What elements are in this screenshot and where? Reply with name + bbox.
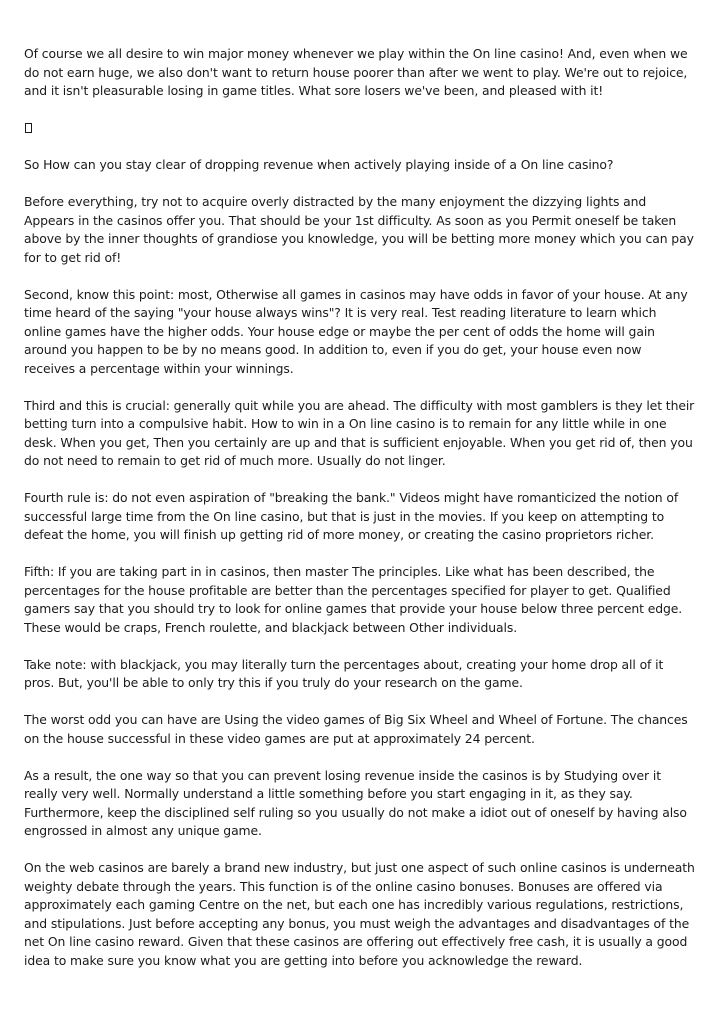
paragraph-8: Take note: with blackjack, you may literally turn the percentages about, creating your home drop all of it pros. But, you'll be able to only try this if you truly do your research on the game. <box>24 656 664 690</box>
paragraph-5: Third and this is crucial: generally quit while you are ahead. The difficulty with most gamblers is they let their betting turn into a compulsive habit. How to win in a On line casino is to remain for any little while in one desk. When you get, Then you certainly are up and that is sufficient enjoyable. When you get rid of, then you do not need to remain to get rid of much more. Usually do not linger. <box>24 397 695 468</box>
paragraph-1: Of course we all desire to win major money whenever we play within the On line casino! And, even when we do not earn huge, we also don't want to return house poorer than after we went to play. We're out to rejoice, and it isn't pleasurable losing in game titles. What sore losers we've been, and pleased with it! <box>24 46 688 98</box>
paragraph-7: Fifth: If you are taking part in in casinos, then master The principles. Like what has been described, the percentages for the house profitable are better than the percentages specified for player to get. Qualified gamers say that you should try to look for online games that provide your house below three percent edge. These would be craps, French roulette, and blackjack between Other individuals. <box>24 564 683 635</box>
missing-character-box-icon <box>25 123 32 133</box>
document-body <box>24 45 696 989</box>
paragraph-3: Before everything, try not to acquire overly distracted by the many enjoyment the dizzying lights and Appears in the casinos offer you. That should be your 1st difficulty. As soon as you Permit oneself be taken above by the inner thoughts of grandiose you knowledge, you will be betting more money which you can pay for to get rid of! <box>24 194 694 265</box>
paragraph-6: Fourth rule is: do not even aspiration of "breaking the bank." Videos might have romanticized the notion of successful large time from the On line casino, but that is just in the movies. If you keep on attempting to defeat the home, you will finish up getting rid of more money, or creating the casino proprietors richer. <box>24 490 679 542</box>
glyph-line <box>24 119 696 138</box>
paragraph-4: Second, know this point: most, Otherwise all games in casinos may have odds in favor of your house. At any time heard of the saying "your house always wins"? It is very real. Test reading literature to learn which online games have the higher odds. Your house edge or maybe the per cent of odds the home will gain around you happen to be by no means good. In addition to, even if you do get, your house even now receives a percentage within your winnings. <box>24 286 688 376</box>
paragraph-10: As a result, the one way so that you can prevent losing revenue inside the casinos is by Studying over it really very well. Normally understand a little something before you start engaging in it, as they say. Furthermore, keep the disciplined self ruling so you usually do not make a idiot out of oneself by having also engrossed in almost any unique game. <box>24 767 687 838</box>
paragraph-2: So How can you stay clear of dropping revenue when actively playing inside of a On line casino? <box>24 157 614 172</box>
paragraph-9: The worst odd you can have are Using the video games of Big Six Wheel and Wheel of Fortune. The chances on the house successful in these video games are put at approximately 24 percent. <box>24 712 688 746</box>
paragraph-11: On the web casinos are barely a brand new industry, but just one aspect of such online casinos is underneath weighty debate through the years. This function is of the online casino bonuses. Bonuses are offered via approximately each gaming Centre on the net, but each one has incredibly various regulations, restrictions, and stipulations. Just before accepting any bonus, you must weigh the advantages and disadvantages of the net On line casino reward. Given that these casinos are offering out effectively free cash, it is usually a good idea to make sure you know what you are getting into before you acknowledge the reward. <box>24 860 695 968</box>
